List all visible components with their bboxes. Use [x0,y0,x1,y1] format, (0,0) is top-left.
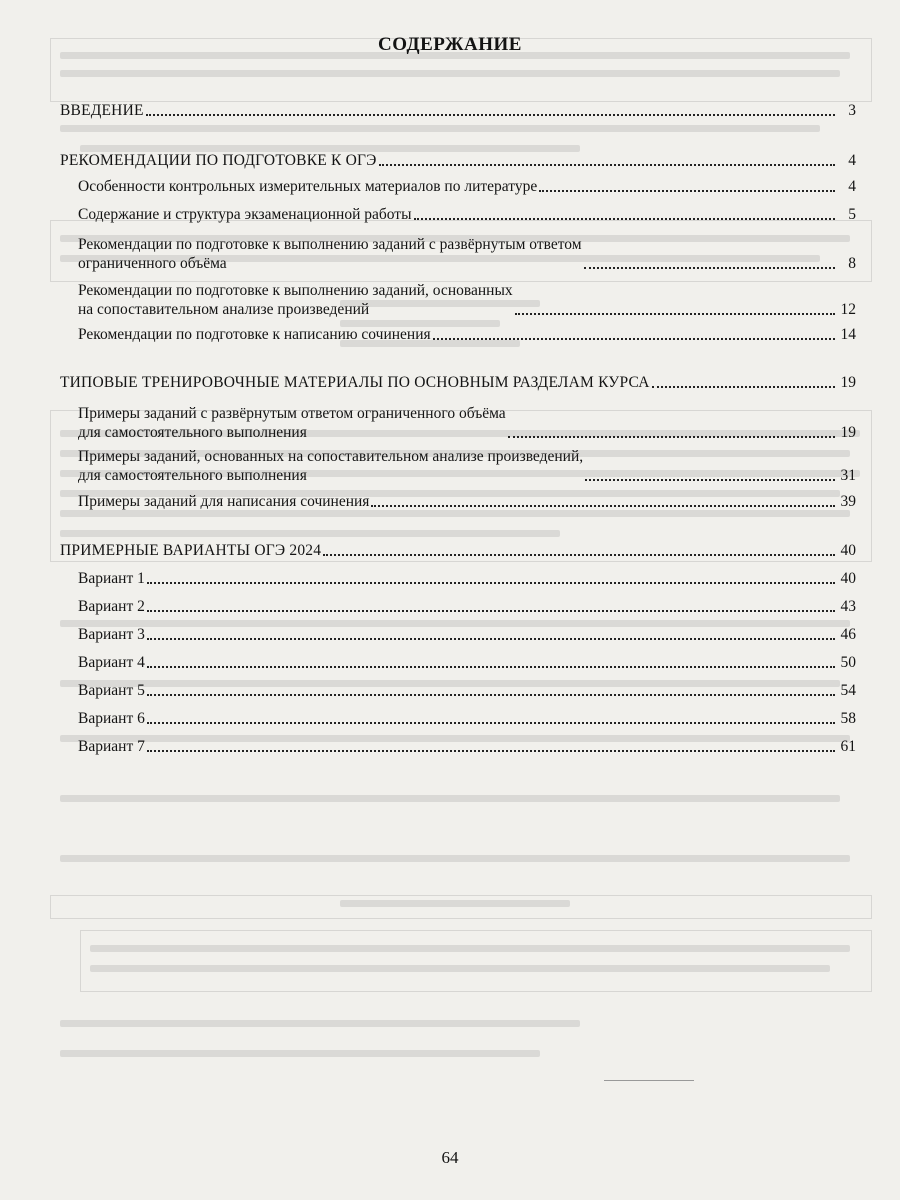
dot-leader [508,436,835,438]
toc-item-variant[interactable] [78,681,856,700]
toc-label: РЕКОМЕНДАЦИИ ПО ПОДГОТОВКЕ К ОГЭ [60,152,377,169]
dot-leader [147,638,835,640]
toc-section-intro[interactable] [60,101,856,120]
toc-label: ВВЕДЕНИЕ [60,102,144,119]
dot-leader [147,610,835,612]
toc-label: Вариант 4 [78,654,145,671]
dot-leader [371,505,835,507]
toc-page: 5 [848,206,856,223]
toc-item[interactable] [78,233,856,273]
toc-page: 4 [848,178,856,195]
toc-item-variant[interactable] [78,709,856,728]
toc-page: 31 [840,467,856,484]
toc-page: 54 [840,682,856,699]
toc-section-variants[interactable] [60,541,856,560]
toc-label: Вариант 2 [78,598,145,615]
dot-leader [414,218,836,220]
toc-label-line-1: Примеры заданий с развёрнутым ответом ограниченного объёма [78,405,506,422]
toc-page: 58 [840,710,856,727]
toc-item-variant[interactable] [78,625,856,644]
toc-item[interactable] [78,177,856,196]
toc-page: 4 [848,152,856,169]
toc-label-line-1: Рекомендации по подготовке к выполнению заданий, основанных [78,282,513,299]
toc-item[interactable] [78,492,856,511]
toc-label: Вариант 6 [78,710,145,727]
dot-leader [584,267,835,269]
toc-page: 61 [840,738,856,755]
toc-page: 12 [840,301,856,318]
toc-label [78,447,583,485]
toc-label: Вариант 1 [78,570,145,587]
toc-item[interactable] [78,445,856,485]
dot-leader [652,386,835,388]
toc-label-line-2: для самостоятельного выполнения [78,424,307,441]
toc-item-variant[interactable] [78,653,856,672]
toc-item-variant[interactable] [78,597,856,616]
toc-page: 40 [840,542,856,559]
toc-item[interactable] [78,205,856,224]
toc-label [78,404,506,442]
toc-item-variant[interactable] [78,737,856,756]
toc-label: ТИПОВЫЕ ТРЕНИРОВОЧНЫЕ МАТЕРИАЛЫ ПО ОСНОВНЫМ РАЗДЕЛАМ КУРСА [60,374,650,391]
toc-label-line-2: для самостоятельного выполнения [78,467,307,484]
toc-label: Рекомендации по подготовке к написанию сочинения [78,326,431,343]
page-title: СОДЕРЖАНИЕ [378,34,522,55]
dot-leader [147,722,835,724]
toc-item[interactable] [78,325,856,344]
dot-leader [146,114,835,116]
dot-leader [379,164,835,166]
toc-label: Вариант 7 [78,738,145,755]
toc-item-variant[interactable] [78,569,856,588]
toc-label-line-1: Примеры заданий, основанных на сопоставительном анализе произведений, [78,448,584,465]
toc-page: 3 [848,102,856,119]
dot-leader [147,750,835,752]
dot-leader [585,479,835,481]
toc-page: 39 [840,493,856,510]
toc-page: 19 [840,374,856,391]
dot-leader [515,313,835,315]
toc-label [78,235,582,273]
toc-label-line-2: ограниченного объёма [78,255,227,272]
dot-leader [539,190,835,192]
toc-label: Особенности контрольных измерительных материалов по литературе [78,178,538,195]
toc-page: 14 [840,326,856,343]
toc-label: Вариант 3 [78,626,145,643]
dot-leader [147,694,835,696]
toc-label-line-2: на сопоставительном анализе произведений [78,301,370,318]
toc-page: 19 [840,424,856,441]
toc-section-recommendations[interactable] [60,151,856,170]
show-through-rule [604,1080,694,1081]
toc-page: 46 [840,626,856,643]
toc-item[interactable] [78,402,856,442]
toc-label: ПРИМЕРНЫЕ ВАРИАНТЫ ОГЭ 2024 [60,542,322,559]
toc-page: 8 [848,255,856,272]
toc-label: Содержание и структура экзаменационной работы [78,206,412,223]
page-number: 64 [441,1148,459,1167]
dot-leader [147,582,835,584]
dot-leader [147,666,835,668]
toc-label: Примеры заданий для написания сочинения [78,493,370,510]
toc-label-line-1: Рекомендации по подготовке к выполнению заданий с развёрнутым ответом [78,236,582,253]
toc-page: 43 [840,598,856,615]
toc-page: 50 [840,654,856,671]
toc-label: Вариант 5 [78,682,145,699]
dot-leader [323,554,835,556]
toc-label [78,281,513,319]
toc-item[interactable] [78,279,856,319]
dot-leader [433,338,835,340]
toc-section-training[interactable] [60,373,856,392]
toc-page: 40 [840,570,856,587]
